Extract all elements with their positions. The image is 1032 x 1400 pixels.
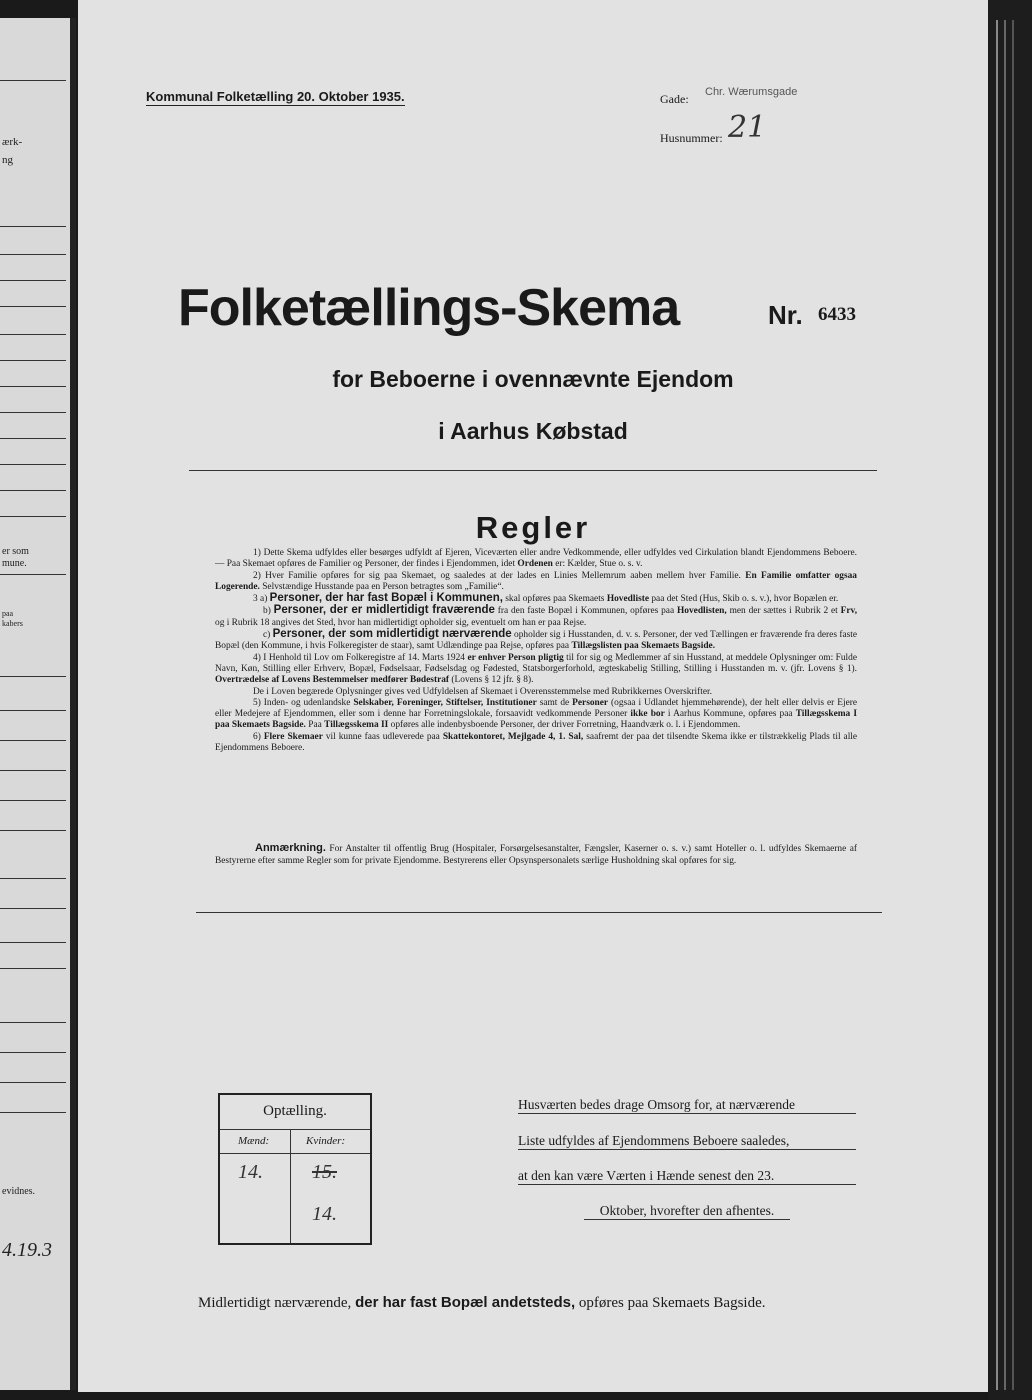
- page-edge-strip: [996, 20, 998, 1390]
- notice-line: Husværten bedes drage Omsorg for, at nærværende: [518, 1097, 856, 1114]
- page-rule: [0, 740, 66, 741]
- page-rule: [0, 490, 66, 491]
- street-label: Gade:: [660, 92, 689, 106]
- count-box: [218, 1093, 372, 1245]
- form-number-value: 6433: [818, 304, 856, 325]
- page-rule: [0, 574, 66, 575]
- page-rule: [0, 306, 66, 307]
- rule-6: 6) Flere Skemaer vil kunne faas udleverede paa Skattekontoret, Mejlgade 4, 1. Sal, saafremt der paa det tilsendte Skema ikke er tilstrækkelig Plads til alle Ejendommens Beboere.: [215, 731, 858, 754]
- page-rule: [0, 280, 66, 281]
- divider: [220, 1153, 370, 1154]
- rule-4-note: De i Loven begærede Oplysninger gives ved Udfyldelsen af Skemaet i Overensstemmelse med Rubrikkernes Overskrifter.: [253, 686, 712, 697]
- form-subtitle: for Beboerne i ovennævnte Ejendom: [332, 366, 734, 392]
- page-rule: [0, 386, 66, 387]
- page-rule: [0, 254, 66, 255]
- rule-5: 5) Inden- og udenlandske Selskaber, Foreninger, Stiftelser, Institutioner samt de Personer (ogsaa i Udlandet hjemmehørende), der helt eller delvis er Ejere eller Medejere af Ejendommen, eller som i denne har Forretningslokale, forsaavidt vedkommende Personer ikke bor i Aarhus Kommune, opføres paa Tillægsskema I paa Skemaets Bagside. Paa Tillægsskema II opføres alle indenbysboende Personer, der driver Forretning, Haandværk o. l. i Ejendommen.: [215, 697, 858, 731]
- page-rule: [0, 1082, 66, 1083]
- page-rule: [0, 438, 66, 439]
- margin-fragment: ng: [2, 154, 13, 166]
- notice-line: at den kan være Værten i Hænde senest den 23.: [518, 1168, 856, 1185]
- men-count: 14.: [238, 1161, 263, 1183]
- rule-3c: c) Personer, der som midlertidigt nærværende opholder sig i Husstanden, d. v. s. Personer, der ved Tællingen er fraværende fra deres faste Bopæl (den Kommune, i hvis Folkeregister de staar), samt Udlændinge paa Rejse, opføres paa Tillægslisten paa Skemaets Bagside.: [215, 628, 858, 652]
- page-rule: [0, 516, 66, 517]
- page-rule: [0, 412, 66, 413]
- page-rule: [0, 1022, 66, 1023]
- page-rule: [0, 830, 66, 831]
- divider: [290, 1129, 291, 1243]
- page-rule: [0, 770, 66, 771]
- page-rule: [0, 334, 66, 335]
- women-column-header: Kvinder:: [306, 1135, 346, 1147]
- page-rule: [0, 710, 66, 711]
- margin-fragment: kabers: [2, 619, 23, 628]
- count-box-title: Optælling.: [263, 1103, 327, 1119]
- census-header: Kommunal Folketælling 20. Oktober 1935.: [146, 89, 405, 104]
- divider: [196, 912, 882, 913]
- page-edge-strip: [1004, 20, 1006, 1390]
- page-rule: [0, 800, 66, 801]
- rule-4: 4) I Henhold til Lov om Folkeregistre af 14. Marts 1924 er enhver Person pligtig til for sig og Medlemmer af sin Husstand, at meddele Oplysninger om: Fulde Navn, Køn, Stilling eller Erhverv, Bopæl, Fødselsaar, Fødselsdag og Fødested, Statsborgerforhold, ægteskabelig Stilling, Stilling i Husstanden m. v. (jfr. Lovens § 1). Overtrædelse af Lovens Bestemmelser medfører Bødestraf (Lovens § 12 jfr. § 8).: [215, 652, 858, 686]
- page-rule: [0, 676, 66, 677]
- form-number-label: Nr.: [768, 300, 803, 330]
- page-rule: [0, 942, 66, 943]
- page-edge: [988, 0, 1032, 1400]
- divider: [220, 1129, 370, 1130]
- page-rule: [0, 968, 66, 969]
- previous-page-fragment: [0, 18, 76, 1390]
- margin-fragment: mune.: [2, 558, 27, 569]
- men-column-header: Mænd:: [238, 1135, 270, 1147]
- page-rule: [0, 80, 66, 81]
- notice-line: Liste udfyldes af Ejendommens Beboere saaledes,: [518, 1133, 856, 1150]
- form-subtitle-location: i Aarhus Købstad: [438, 418, 628, 444]
- footer-instruction: Midlertidigt nærværende, der har fast Bopæl andetsteds, opføres paa Skemaets Bagside.: [198, 1294, 766, 1311]
- census-form-page: [78, 0, 988, 1392]
- handwritten-fragment: 4.19.3: [2, 1239, 52, 1261]
- remark: [215, 843, 857, 867]
- page-rule: [0, 908, 66, 909]
- rules-heading: Regler: [475, 510, 591, 545]
- rules-text: [215, 548, 857, 754]
- page-rule: [0, 1052, 66, 1053]
- rule-2: 2) Hver Familie opføres for sig paa Skemaet, og saaledes at der lades en Linies Mellemrum aaben mellem hver Familie. En Familie omfatter ogsaa Logerende. Selvstændige Husstande paa en Person betragtes som „Familie“.: [215, 570, 857, 592]
- margin-fragment: ærk-: [2, 136, 23, 148]
- house-number-value: 21: [728, 110, 767, 145]
- women-count-struck: 15.: [312, 1161, 337, 1183]
- rule-3b: b) Personer, der er midlertidigt fraværende fra den faste Bopæl i Kommunen, opføres paa Hovedlisten, men der sættes i Rubrik 2 et Frv, og i Rubrik 18 angives det Sted, hvor han midlertidigt opholder sig, eventuelt om han er paa Rejse.: [215, 604, 858, 628]
- rule-1: 1) Dette Skema udfyldes eller besørges udfyldt af Ejeren, Viceværten eller andre Vedkommende, eller udfyldes ved Cirkulation blandt Ejendommens Beboere. — Paa Skemaet opføres de Familier og Personer, der findes i Ejendommen, idet Ordenen er: Kælder, Stue o. s. v.: [215, 548, 857, 570]
- page-rule: [0, 878, 66, 879]
- divider: [189, 470, 877, 471]
- page-rule: [0, 360, 66, 361]
- page-rule: [0, 1112, 66, 1113]
- page-rule: [0, 226, 66, 227]
- house-number-label: Husnummer:: [660, 131, 723, 145]
- margin-fragment: paa: [2, 609, 14, 618]
- form-title: Folketællings-Skema: [178, 279, 680, 337]
- notice-line: Oktober, hvorefter den afhentes.: [584, 1203, 790, 1220]
- remark-text: For Anstalter til offentlig Brug (Hospitaler, Forsørgelsesanstalter, Fængsler, Kaserner o. s. v.) samt Hoteller o. l. udfyldes Skemaerne af Bestyrerne efter samme Regler som for private Ejendomme. Bestyrerens eller Opsynspersonalets særlige Husholdning skal opføres for sig.: [215, 844, 858, 866]
- street-value: Chr. Wærumsgade: [705, 86, 798, 98]
- margin-fragment: er som: [2, 546, 29, 557]
- rule-3a: 3 a) Personer, der har fast Bopæl i Kommunen, skal opføres paa Skemaets Hovedliste paa det Sted (Hus, Skib o. s. v.), hvor Bopælen er.: [253, 592, 839, 605]
- margin-fragment: evidnes.: [2, 1186, 36, 1197]
- remark-label: Anmærkning.: [255, 842, 326, 854]
- page-edge-strip: [1012, 20, 1014, 1390]
- women-count: 14.: [312, 1203, 337, 1225]
- page-rule: [0, 464, 66, 465]
